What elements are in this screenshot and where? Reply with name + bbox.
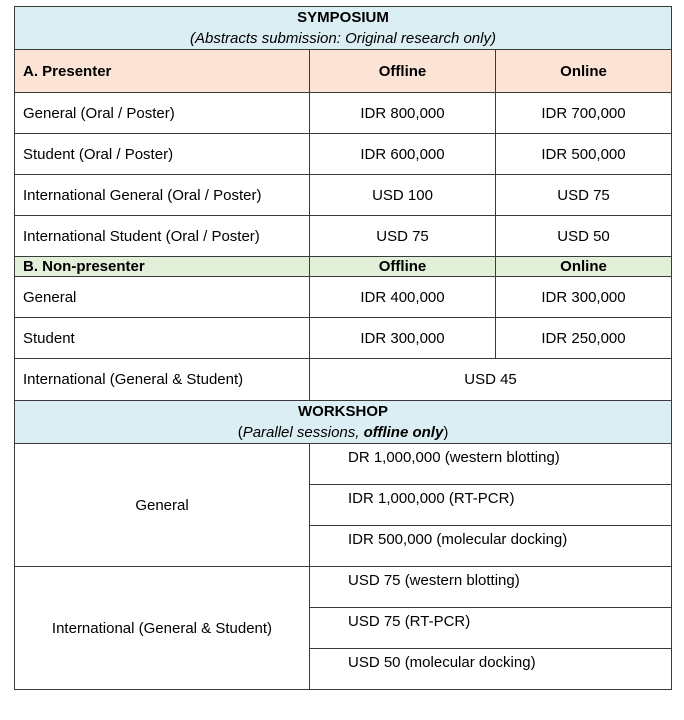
offline-fee: USD 75 — [310, 216, 496, 257]
symposium-header — [15, 7, 672, 50]
row-label: General (Oral / Poster) — [15, 93, 310, 134]
workshop-group-label: General — [15, 444, 310, 567]
subtitle-italic: Parallel sessions, — [242, 424, 364, 441]
workshop-option — [310, 485, 672, 526]
option-text: USD 75 (western blotting) — [348, 571, 520, 589]
table-row — [15, 93, 672, 134]
workshop-option — [310, 444, 672, 485]
table-row — [15, 134, 672, 175]
workshop-header — [15, 401, 672, 444]
online-fee: IDR 250,000 — [496, 318, 672, 359]
workshop-option — [310, 526, 672, 567]
workshop-option — [310, 608, 672, 649]
offline-fee: IDR 800,000 — [310, 93, 496, 134]
presenter-online-heading: Online — [496, 50, 672, 93]
online-fee: USD 75 — [496, 175, 672, 216]
symposium-header-row — [15, 7, 672, 50]
symposium-title: SYMPOSIUM — [297, 9, 389, 26]
table-row — [15, 277, 672, 318]
option-text: IDR 1,000,000 (RT-PCR) — [348, 489, 515, 507]
presenter-heading: A. Presenter — [15, 50, 310, 93]
workshop-option — [310, 567, 672, 608]
workshop-row — [15, 567, 672, 608]
row-label: Student (Oral / Poster) — [15, 134, 310, 175]
row-label: Student — [15, 318, 310, 359]
row-label: International General (Oral / Poster) — [15, 175, 310, 216]
subtitle-close: ) — [443, 424, 449, 441]
row-label: International (General & Student) — [15, 359, 310, 401]
row-label: International Student (Oral / Poster) — [15, 216, 310, 257]
combined-fee: USD 45 — [310, 359, 672, 401]
option-text: USD 50 (molecular docking) — [348, 653, 536, 671]
non-presenter-heading: B. Non-presenter — [15, 257, 310, 277]
table-row — [15, 359, 672, 401]
non-presenter-offline-heading: Offline — [310, 257, 496, 277]
option-text: DR 1,000,000 (western blotting) — [348, 448, 560, 466]
subtitle-bold: offline only — [363, 424, 444, 441]
online-fee: IDR 300,000 — [496, 277, 672, 318]
option-text: USD 75 (RT-PCR) — [348, 612, 471, 630]
row-label: General — [15, 277, 310, 318]
workshop-option — [310, 649, 672, 690]
workshop-group-label: International (General & Student) — [15, 567, 310, 690]
offline-fee: IDR 300,000 — [310, 318, 496, 359]
table-row — [15, 216, 672, 257]
offline-fee: IDR 400,000 — [310, 277, 496, 318]
online-fee: IDR 700,000 — [496, 93, 672, 134]
table-row — [15, 175, 672, 216]
workshop-title: WORKSHOP — [298, 403, 389, 420]
workshop-header-row — [15, 401, 672, 444]
subtitle-open: ( — [237, 424, 243, 441]
option-text: IDR 500,000 (molecular docking) — [348, 530, 568, 548]
presenter-header-row — [15, 50, 672, 93]
offline-fee: USD 100 — [310, 175, 496, 216]
non-presenter-online-heading: Online — [496, 257, 672, 277]
workshop-subtitle — [23, 422, 663, 443]
presenter-offline-heading: Offline — [310, 50, 496, 93]
online-fee: USD 50 — [496, 216, 672, 257]
workshop-row — [15, 444, 672, 485]
fee-table — [14, 6, 672, 690]
offline-fee: IDR 600,000 — [310, 134, 496, 175]
symposium-subtitle: (Abstracts submission: Original research only) — [190, 30, 496, 47]
online-fee: IDR 500,000 — [496, 134, 672, 175]
table-row — [15, 318, 672, 359]
non-presenter-header-row — [15, 257, 672, 277]
